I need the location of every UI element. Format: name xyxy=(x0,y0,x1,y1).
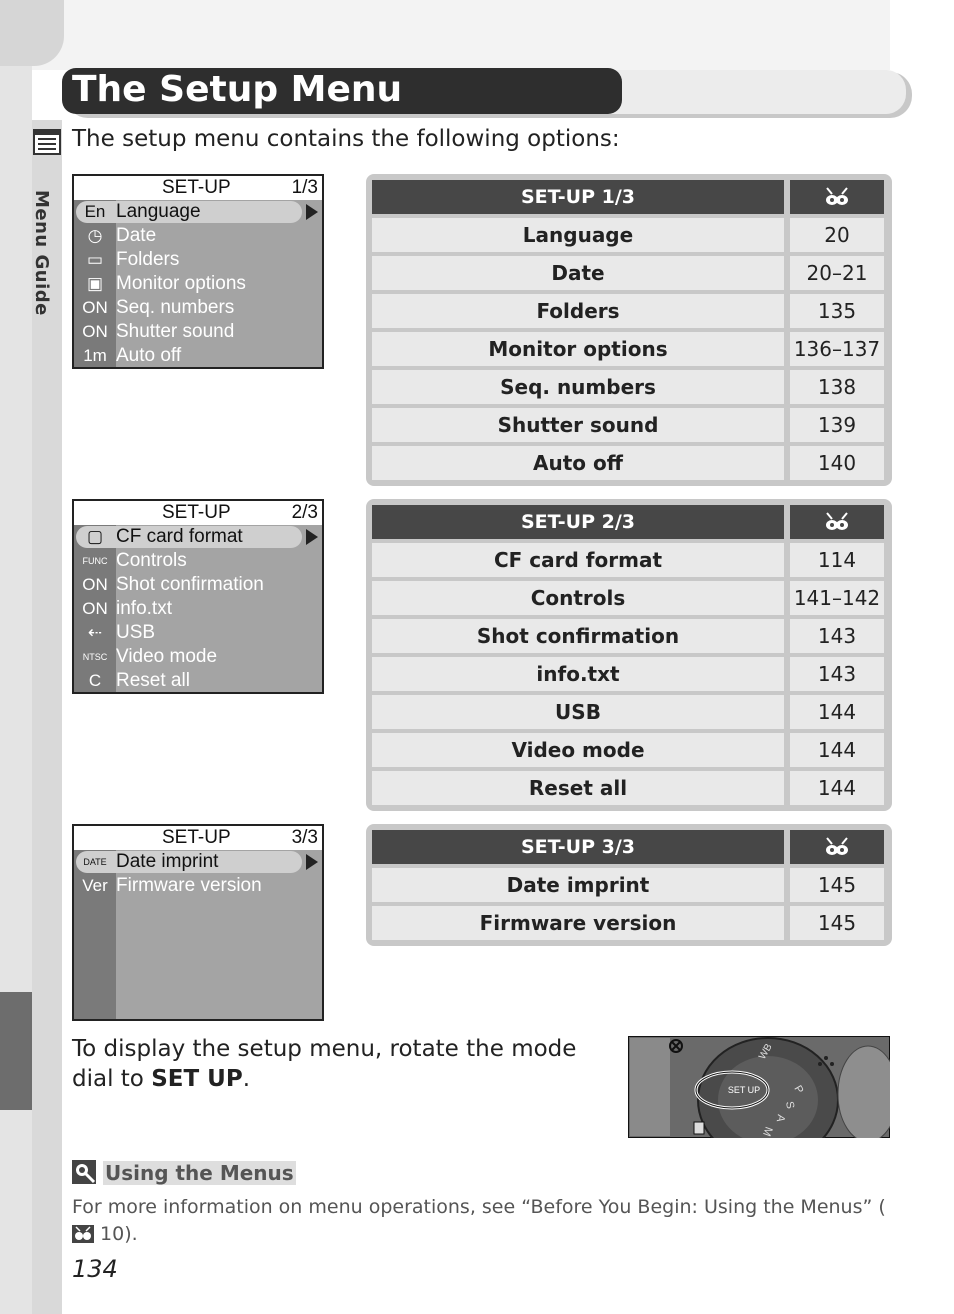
corner-tab xyxy=(0,0,64,66)
table-page-cell: 135 xyxy=(790,294,884,328)
instruction-text-start: To display the setup menu, rotate the mode dial to xyxy=(72,1036,577,1092)
table-page-cell: 145 xyxy=(790,906,884,940)
screen-menu-item[interactable] xyxy=(74,549,322,573)
table-page-cell: 20–21 xyxy=(790,256,884,290)
table-page-cell: 140 xyxy=(790,446,884,480)
dial-label-a: A xyxy=(773,1113,787,1123)
ntsc-icon: NTSC xyxy=(82,652,108,662)
side-section-label: Menu Guide xyxy=(31,190,52,316)
tip-title: Using the Menus xyxy=(104,1161,294,1185)
screen-menu-label: CF card format xyxy=(116,526,243,547)
screen-menu-item[interactable] xyxy=(74,320,322,344)
table-page-cell: 141–142 xyxy=(790,581,884,615)
dial-label-setup: SET UP xyxy=(727,1085,761,1095)
folder-icon: ▭ xyxy=(86,250,104,269)
table-option-cell: USB xyxy=(372,695,784,729)
submenu-arrow-icon xyxy=(306,204,318,220)
table-option-cell: Language xyxy=(372,218,784,252)
table-page-cell: 114 xyxy=(790,543,884,577)
screen-menu-item[interactable] xyxy=(74,525,322,549)
language-icon: En xyxy=(84,202,106,221)
tip-text-end: 10). xyxy=(94,1223,138,1245)
table-page-cell: 20 xyxy=(790,218,884,252)
table-option-cell: Reset all xyxy=(372,771,784,805)
screen-menu-item[interactable] xyxy=(74,669,322,693)
screen-menu-label: Firmware version xyxy=(116,875,262,896)
screen-menu-label: Seq. numbers xyxy=(116,297,235,318)
screen-menu-label: Date xyxy=(116,225,157,246)
screen-menu-item[interactable] xyxy=(74,296,322,320)
screen-menu-label: Monitor options xyxy=(116,273,246,294)
table-option-cell: Seq. numbers xyxy=(372,370,784,404)
version-icon: Ver xyxy=(82,876,108,895)
table-page-cell: 144 xyxy=(790,733,884,767)
table-option-cell: Date xyxy=(372,256,784,290)
screen-page-indicator: 2/3 xyxy=(291,502,318,523)
screen-menu-label: Folders xyxy=(116,249,180,270)
date-imprint-icon: DATE xyxy=(83,857,107,867)
table-option-cell: info.txt xyxy=(372,657,784,691)
table-option-cell: Monitor options xyxy=(372,332,784,366)
clock-icon: ◷ xyxy=(87,226,103,245)
dial-label-m: M xyxy=(760,1124,775,1138)
screen-page-indicator: 3/3 xyxy=(291,827,318,848)
screen-menu-label: Date imprint xyxy=(116,851,219,872)
tip-text-start: For more information on menu operations, see “Before You Begin: Using the Menus” ( xyxy=(72,1196,886,1218)
on-icon: ON xyxy=(82,322,108,341)
func-icon: FUNC xyxy=(82,556,108,566)
screen-menu-item[interactable] xyxy=(74,645,322,669)
reset-icon: C xyxy=(88,671,102,690)
screen-title: SET-UP xyxy=(162,827,231,848)
table-header: SET-UP 2/3 xyxy=(372,505,784,539)
table-option-cell: Date imprint xyxy=(372,868,784,902)
page-title: The Setup Menu xyxy=(72,69,403,110)
page-reference-icon xyxy=(823,186,851,208)
page-reference-icon xyxy=(823,836,851,858)
table-page-cell: 138 xyxy=(790,370,884,404)
screen-menu-item[interactable] xyxy=(74,248,322,272)
screen-page-indicator: 1/3 xyxy=(291,177,318,198)
screen-menu-label: Auto off xyxy=(116,345,182,366)
table-header: SET-UP 3/3 xyxy=(372,830,784,864)
usb-icon: ⇠ xyxy=(87,623,103,642)
table-page-cell: 136–137 xyxy=(790,332,884,366)
screen-title: SET-UP xyxy=(162,502,231,523)
page-number: 134 xyxy=(72,1255,118,1283)
dial-label-wb: WB xyxy=(757,1042,775,1062)
menu-list-icon xyxy=(33,128,61,156)
table-option-cell: Folders xyxy=(372,294,784,328)
table-option-cell: Firmware version xyxy=(372,906,784,940)
chapter-tab xyxy=(0,992,32,1110)
side-strip xyxy=(0,66,32,1314)
table-header-page-icon-cell xyxy=(790,180,884,214)
submenu-arrow-icon xyxy=(306,529,318,545)
table-header-page-icon-cell xyxy=(790,505,884,539)
setup-screen-3 xyxy=(72,824,324,1021)
setup-screen-1 xyxy=(72,174,324,369)
submenu-arrow-icon xyxy=(306,854,318,870)
page-reference-icon xyxy=(823,511,851,533)
screen-menu-label: USB xyxy=(116,622,156,643)
instruction-text xyxy=(72,1034,612,1094)
screen-menu-item[interactable] xyxy=(74,597,322,621)
setup-reference-table-1 xyxy=(366,174,892,486)
screen-menu-label: Reset all xyxy=(116,670,190,691)
mode-dial-illustration xyxy=(628,1036,890,1138)
table-page-cell: 143 xyxy=(790,657,884,691)
monitor-icon: ▣ xyxy=(86,274,104,293)
screen-menu-item[interactable] xyxy=(74,200,322,224)
table-page-cell: 145 xyxy=(790,868,884,902)
card-icon: ▢ xyxy=(86,527,104,546)
setup-screen-2 xyxy=(72,499,324,694)
screen-menu-item[interactable] xyxy=(74,224,322,248)
header-band xyxy=(0,0,890,70)
table-page-cell: 139 xyxy=(790,408,884,442)
screen-menu-item[interactable] xyxy=(74,272,322,296)
page-reference-icon xyxy=(72,1225,94,1243)
tip-icon xyxy=(72,1160,96,1184)
on-icon: ON xyxy=(82,599,108,618)
intro-text: The setup menu contains the following options: xyxy=(72,126,620,152)
screen-menu-label: Shot confirmation xyxy=(116,574,264,595)
screen-menu-item[interactable] xyxy=(74,621,322,645)
screen-menu-label: Shutter sound xyxy=(116,321,235,342)
screen-menu-label: Video mode xyxy=(116,646,218,667)
dial-label-s: S xyxy=(783,1100,797,1110)
table-option-cell: Shot confirmation xyxy=(372,619,784,653)
table-page-cell: 144 xyxy=(790,771,884,805)
table-option-cell: Shutter sound xyxy=(372,408,784,442)
table-header-page-icon-cell xyxy=(790,830,884,864)
table-page-cell: 144 xyxy=(790,695,884,729)
tip-text xyxy=(72,1194,902,1248)
dial-label-p: P xyxy=(791,1083,806,1096)
on-icon: ON xyxy=(82,298,108,317)
screen-title: SET-UP xyxy=(162,177,231,198)
table-header: SET-UP 1/3 xyxy=(372,180,784,214)
table-option-cell: Auto off xyxy=(372,446,784,480)
screen-menu-label: Controls xyxy=(116,550,187,571)
setup-reference-table-2 xyxy=(366,499,892,811)
table-page-cell: 143 xyxy=(790,619,884,653)
screen-menu-label: info.txt xyxy=(116,598,172,619)
timer-icon: 1m xyxy=(83,346,107,365)
screen-menu-item[interactable] xyxy=(74,573,322,597)
table-option-cell: Controls xyxy=(372,581,784,615)
table-option-cell: Video mode xyxy=(372,733,784,767)
setup-reference-table-3 xyxy=(366,824,892,946)
screen-menu-item[interactable] xyxy=(74,850,322,874)
instruction-setup-label: SET UP xyxy=(151,1066,243,1092)
on-icon: ON xyxy=(82,575,108,594)
screen-menu-item[interactable] xyxy=(74,874,322,898)
instruction-text-end: . xyxy=(242,1066,251,1092)
screen-menu-item[interactable] xyxy=(74,344,322,368)
tip-heading xyxy=(72,1160,296,1185)
screen-menu-label: Language xyxy=(116,201,201,222)
table-option-cell: CF card format xyxy=(372,543,784,577)
